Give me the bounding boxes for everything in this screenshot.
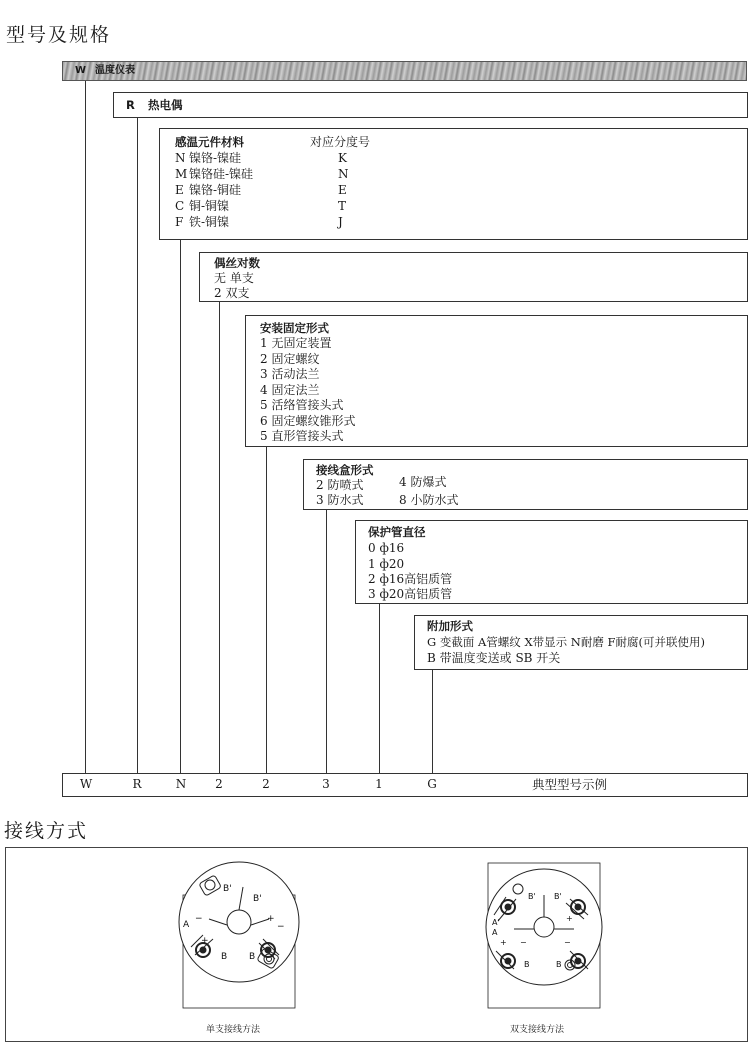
connector-r <box>137 118 138 773</box>
label-a: A <box>183 920 190 930</box>
tube-item: 3 ф20高铝质管 <box>368 587 453 601</box>
mount-item: 2 固定螺纹 <box>260 351 320 366</box>
mount-item: 6 固定螺纹锥形式 <box>260 413 356 428</box>
junction-header: 接线盒形式 <box>316 463 374 477</box>
mount-list <box>260 336 355 445</box>
connector-pairs <box>219 302 220 773</box>
pairs-item: 无 单支 <box>214 271 254 285</box>
sample-model-row <box>62 773 748 797</box>
level-r-label: 热电偶 <box>148 98 183 112</box>
junction-box-type-box <box>303 459 748 510</box>
sample-code: R <box>132 777 142 791</box>
tube-header: 保护管直径 <box>368 525 426 539</box>
sensor-header: 感温元件材料 <box>175 135 244 149</box>
label-minus: − <box>195 914 203 924</box>
pairs-header: 偶丝对数 <box>214 256 260 270</box>
sensor-item: C 铜-铜镍 T <box>175 199 347 213</box>
sensor-item: M 镍铬硅-镍硅 N <box>175 167 349 181</box>
label-b-prime: B' <box>528 892 536 901</box>
label-minus: − <box>520 938 527 947</box>
single-wiring-diagram <box>165 855 315 1015</box>
tube-item: 2 ф16高铝质管 <box>368 572 453 586</box>
wire-pairs-box <box>199 252 748 302</box>
extra-item: B 带温度变送或 SB 开关 <box>427 651 561 665</box>
label-a-prime: A' <box>492 918 500 927</box>
label-b-prime: B' <box>253 894 262 904</box>
mount-item: 5 直形管接头式 <box>260 429 344 443</box>
single-wiring-caption: 单支接线方法 <box>206 1025 261 1035</box>
junction-item: 8 小防水式 <box>399 493 459 507</box>
sensor-material-box <box>159 128 748 240</box>
label-a: A <box>492 928 498 937</box>
connector-n <box>180 240 181 773</box>
junction-item: 2 防喷式 <box>316 478 364 492</box>
connector-mount <box>266 447 267 773</box>
connector-tube <box>379 604 380 773</box>
label-b: B <box>524 960 530 969</box>
mount-item: 4 固定法兰 <box>260 382 320 397</box>
label-b: B <box>221 952 228 962</box>
mount-item: 1 无固定装置 <box>260 336 332 350</box>
sensor-item: N 镍铬-镍硅 K <box>175 151 347 165</box>
label-minus: − <box>564 938 571 947</box>
wiring-panel <box>5 847 748 1042</box>
label-plus: + <box>566 914 573 923</box>
label-b-prime: B' <box>554 892 562 901</box>
mount-item: 3 活动法兰 <box>260 367 320 381</box>
label-b: B <box>556 960 562 969</box>
connector-junction <box>326 510 327 773</box>
label-b-prime: B' <box>223 884 232 894</box>
level-r-code: R <box>126 98 135 112</box>
level-r-box <box>113 92 748 118</box>
sensor-list <box>175 151 349 231</box>
connector-w <box>85 81 86 773</box>
dual-wiring-caption: 双支接线方法 <box>510 1025 565 1035</box>
sample-code: G <box>427 777 437 791</box>
banner-temperature-instrument <box>62 61 747 81</box>
mount-type-box <box>245 315 748 447</box>
extra-header: 附加形式 <box>427 619 473 633</box>
mount-item: 5 活络管接头式 <box>260 398 344 412</box>
dual-wiring-diagram <box>470 855 620 1015</box>
sample-code: 2 <box>215 777 223 791</box>
tube-item: 0 ф16 <box>368 541 405 555</box>
sample-code: 2 <box>262 777 270 791</box>
connector-extra <box>432 670 433 773</box>
label-plus: + <box>500 938 507 947</box>
sensor-item: E 镍铬-铜硅 E <box>175 183 347 197</box>
pairs-item: 2 双支 <box>214 286 250 300</box>
sample-code: N <box>175 777 187 791</box>
sample-code: 1 <box>375 777 383 791</box>
extra-item: G 变截面 A管螺纹 X带显示 N耐磨 F耐腐(可并联使用) <box>427 635 705 649</box>
label-plus: + <box>267 914 275 924</box>
sample-label: 典型型号示例 <box>532 777 608 792</box>
label-minus: − <box>277 922 285 932</box>
junction-item: 3 防水式 <box>316 493 364 507</box>
label-plus: + <box>201 936 209 946</box>
section-title-wiring: 接线方式 <box>4 820 89 842</box>
junction-item: 4 防爆式 <box>399 475 447 489</box>
tube-item: 1 ф20 <box>368 557 405 571</box>
sensor-header-grade: 对应分度号 <box>310 135 371 149</box>
sensor-item: F 铁-铜镍 J <box>175 215 343 229</box>
section-title-model: 型号及规格 <box>6 24 112 46</box>
label-b: B <box>249 952 256 962</box>
sample-code: 3 <box>322 777 330 791</box>
tube-diameter-box <box>355 520 748 604</box>
banner-label: 温度仪表 <box>95 65 135 76</box>
sample-code: W <box>79 777 93 791</box>
additional-type-box <box>414 615 748 670</box>
mount-header: 安装固定形式 <box>260 321 329 335</box>
banner-code: W <box>75 65 87 76</box>
